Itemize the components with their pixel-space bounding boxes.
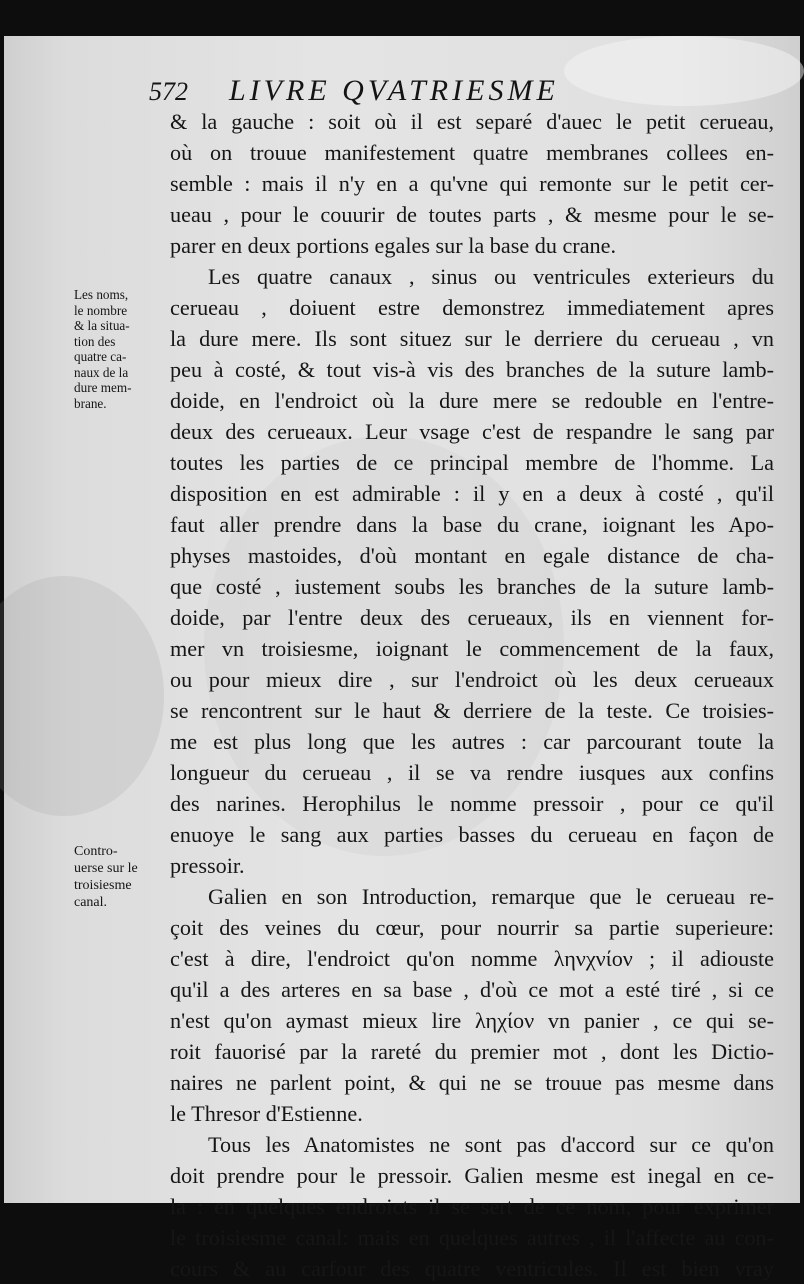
text-line: la dure mere. Ils sont situez sur le derriere du cerueau , vn <box>170 326 774 351</box>
text-line: ou pour mieux dire , sur l'endroict où les deux cerueaux <box>170 667 774 692</box>
text-line: où on trouue manifestement quatre membranes collees en- <box>170 140 774 165</box>
text-line: mer vn troisiesme, ioignant le commencement de la faux, <box>170 636 774 661</box>
text-line: parer en deux portions egales sur la base du crane. <box>170 233 617 258</box>
margin-note-line: & la situa- <box>74 318 130 333</box>
text-line: le Thresor d'Estienne. <box>170 1101 363 1126</box>
margin-note-line: troisiesme <box>74 878 132 893</box>
body-text <box>170 106 774 1284</box>
text-line: & la gauche : soit où il est separé d'auec le petit cerueau, <box>170 109 774 134</box>
page-number: 572 <box>149 77 188 106</box>
text-line: que costé , iustement soubs les branches de la suture lamb- <box>170 574 774 599</box>
text-line: n'est qu'on aymast mieux lire ληχίον vn panier , ce qui se- <box>170 1008 774 1033</box>
text-line: me est plus long que les autres : car parcourant toute la <box>170 729 774 754</box>
text-line: peu à costé, & tout vis-à vis des branches de la suture lamb- <box>170 357 774 382</box>
text-line: disposition en est admirable : il y en a deux à costé , qu'il <box>170 481 774 506</box>
text-line: pressoir. <box>170 853 245 878</box>
text-line: Tous les Anatomistes ne sont pas d'accord sur ce qu'on <box>208 1132 774 1157</box>
margin-note-line: Contro- <box>74 844 118 859</box>
margin-note-line: quatre ca- <box>74 349 127 364</box>
book-page <box>4 36 800 1281</box>
margin-note-line: Les noms, <box>74 287 129 302</box>
text-line: ueau , pour le couurir de toutes parts , & mesme pour le se- <box>170 202 774 227</box>
text-line: çoit des veines du cœur, pour nourrir sa partie superieure: <box>170 915 774 940</box>
text-line: doide, en l'endroict où la dure mere se redouble en l'entre- <box>170 388 774 413</box>
text-line: Les quatre canaux , sinus ou ventricules exterieurs du <box>208 264 774 289</box>
text-line: naires ne parlent point, & qui ne se trouue pas mesme dans <box>170 1070 774 1095</box>
text-line: cerueau , doiuent estre demonstrez immediatement apres <box>170 295 774 320</box>
text-line: doit prendre pour le pressoir. Galien mesme est inegal en ce- <box>170 1163 774 1188</box>
running-head: LIVRE QVATRIESME <box>229 74 559 107</box>
page-stain <box>0 576 164 816</box>
text-line: des narines. Herophilus le nomme pressoir , pour ce qu'il <box>170 791 774 816</box>
text-line: semble : mais il n'y en a qu'vne qui remonte sur le petit cer- <box>170 171 774 196</box>
text-line: deux des cerueaux. Leur vsage c'est de respandre le sang par <box>170 419 774 444</box>
text-line: faut aller prendre dans la base du crane, ioignant les Apo- <box>170 512 774 537</box>
text-line: Galien en son Introduction, remarque que le cerueau re- <box>208 884 774 909</box>
margin-note-controversy <box>74 843 170 911</box>
margin-note-line: tion des <box>74 333 116 349</box>
text-line: roit fauorisé par la rareté du premier mot , dont les Dictio- <box>170 1039 774 1064</box>
text-line: longueur du cerueau , il se va rendre iusques aux confins <box>170 760 774 785</box>
margin-note-line: naux de la <box>74 364 129 380</box>
text-line: c'est à dire, l'endroict qu'on nomme ληνχνίον ; il adiouste <box>170 946 774 971</box>
text-line: le troisiesme canal: mais en quelques autres , il l'affecte au con- <box>170 1225 774 1250</box>
text-line: physes mastoides, d'où montant en egale distance de cha- <box>170 543 774 568</box>
text-line: doide, par l'entre deux des cerueaux, ils en viennent for- <box>170 605 774 630</box>
text-line: enuoye le sang aux parties basses du cerueau en façon de <box>170 822 774 847</box>
margin-note-line: uerse sur le <box>74 861 138 876</box>
text-line: cours & au carfour des quatre ventricules. Il est bien vray <box>170 1256 774 1281</box>
margin-note-line: canal. <box>74 895 108 910</box>
margin-note-line: dure mem- <box>74 380 132 395</box>
page-header <box>149 74 789 108</box>
margin-note-line: le nombre <box>74 302 128 318</box>
text-line: qu'il a des arteres en sa base , d'où ce mot a esté tiré , si ce <box>170 977 774 1002</box>
text-line: toutes les parties de ce principal membre de l'homme. La <box>170 450 774 475</box>
margin-note-line: brane. <box>74 395 107 411</box>
text-line: la : en quelques endroicts il se sert de ce nom, pour exprimer <box>170 1194 774 1219</box>
margin-note-names <box>74 287 170 411</box>
text-line: se rencontrent sur le haut & derriere de la teste. Ce troisies- <box>170 698 774 723</box>
